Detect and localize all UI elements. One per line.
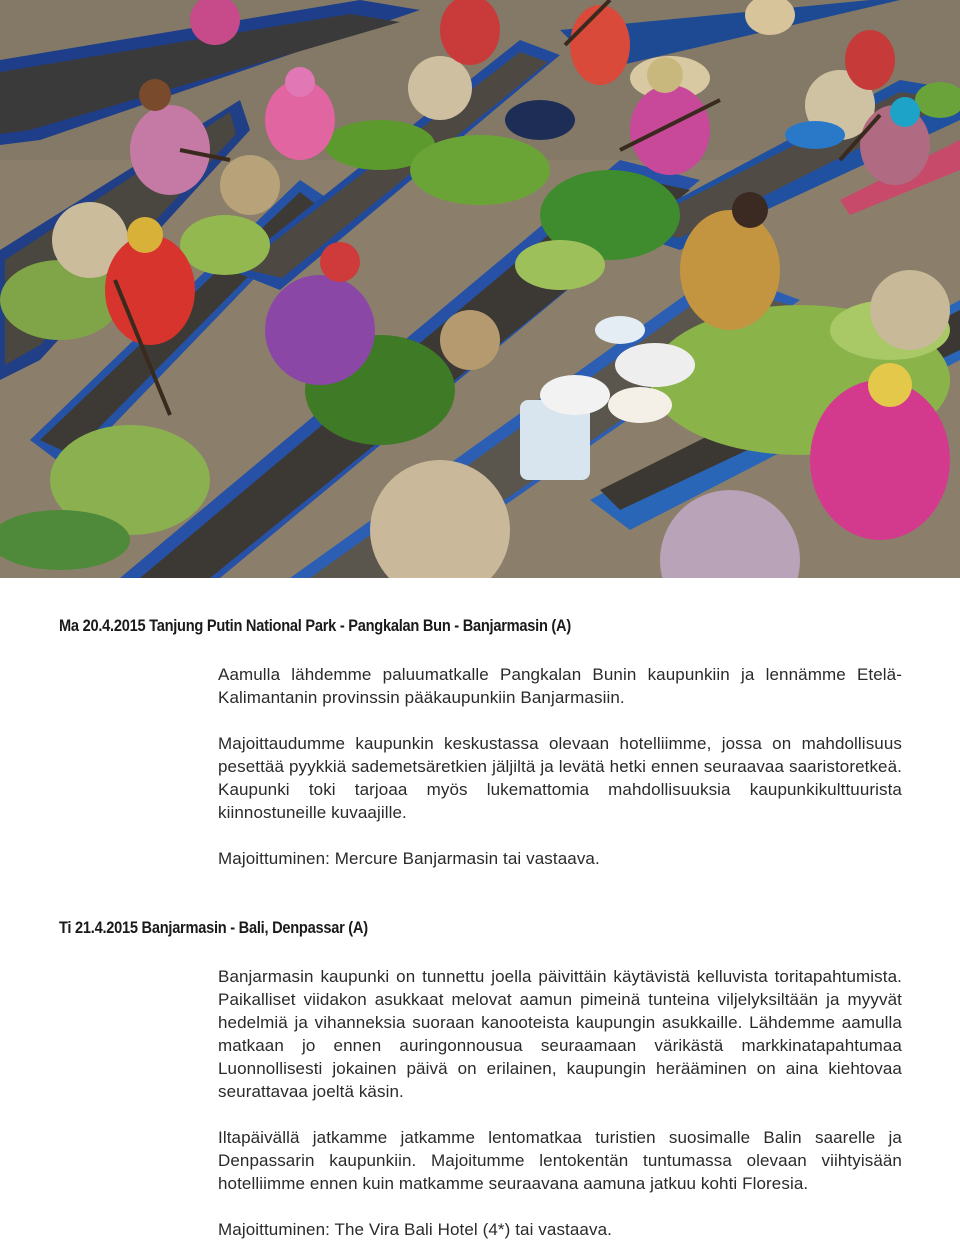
- accommodation-text: Majoittuminen: The Vira Bali Hotel (4*) tai vastaava.: [218, 1220, 612, 1239]
- accommodation-text: Majoittuminen: Mercure Banjarmasin tai vastaava.: [218, 849, 600, 868]
- floating-market-photo: [0, 0, 960, 578]
- day-paragraph: Banjarmasin kaupunki on tunnettu joella päivittäin käytävistä kelluvista toritapahtumista. Paikalliset viidakon asukkaat melovat aamun pimeinä tunteina viljelyksiltään ja myyvät hedelmiä ja vihanneksia suoraan kanooteista kaupungin asukkaille. Lähdemme aamulla matkaan jo ennen auringonnousua seuraamaan värikästä markkinatapahtumaa Luonnollisesti jokainen päivä on erilainen, kaupungin herääminen on aina kiehtovaa seurattavaa joeltä käsin.: [218, 967, 902, 1101]
- day-paragraph: Aamulla lähdemme paluumatkalle Pangkalan Bunin kaupunkiin ja lennämme Etelä-Kalimantanin provinssin pääkaupunkiin Banjarmasiin.: [218, 665, 902, 707]
- day-heading: Ma 20.4.2015 Tanjung Putin National Park - Pangkalan Bun - Banjarmasin (A): [59, 616, 571, 635]
- day-paragraph: Iltapäivällä jatkamme jatkamme lentomatkaa turistien suosimalle Balin saarelle ja Denpassarin kaupunkiin. Majoitumme lentokentän tuntumassa olevaan viihtyisään hotelliimme ennen kuin matkamme seuraavana aamuna jatkuu kohti Floresia.: [218, 1128, 902, 1193]
- day-paragraph: Majoittaudumme kaupunkin keskustassa olevaan hotelliimme, jossa on mahdollisuus pesettää pyykkiä sademetsäretkien jäljiltä ja levätä hetki ennen seuraavaa saaristoretkeä. Kaupunki toki tarjoaa myös lukemattomia mahdollisuuksia kaupunkikulttuurista kiinnostuneille kuvaajille.: [218, 734, 902, 822]
- day-heading: Ti 21.4.2015 Banjarmasin - Bali, Denpassar (A): [59, 918, 368, 937]
